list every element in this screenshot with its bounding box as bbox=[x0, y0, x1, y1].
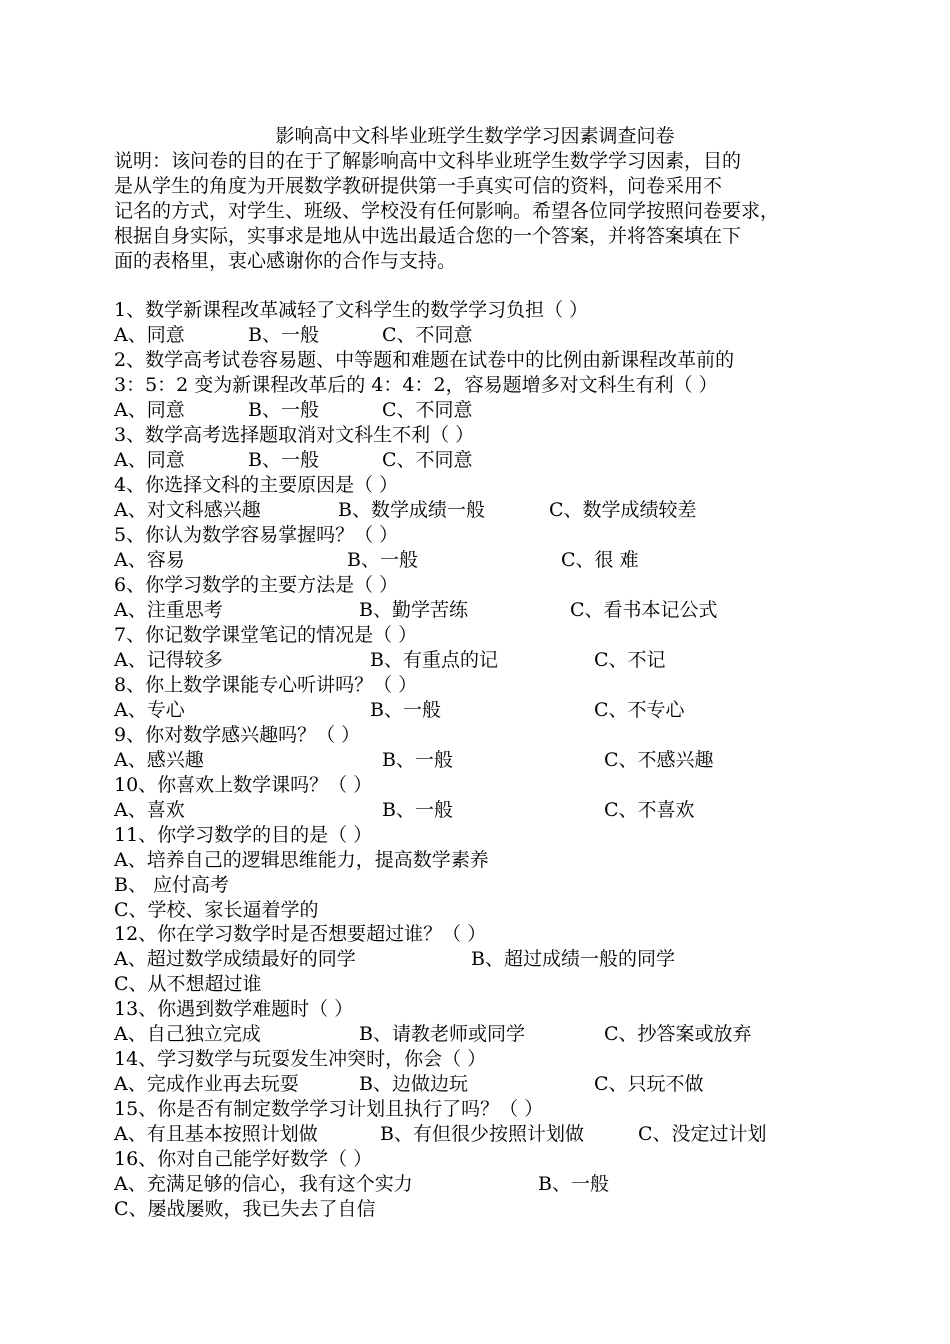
question-6: 6、你学习数学的主要方法是（ ） bbox=[114, 574, 399, 596]
intro-line: 记名的方式，对学生、班级、学校没有任何影响。希望各位同学按照问卷要求， bbox=[114, 200, 780, 222]
option-b: B、一般 bbox=[248, 399, 319, 421]
option-c: C、不记 bbox=[594, 649, 666, 671]
option-a: A、对文科感兴趣 bbox=[114, 499, 261, 521]
option-c: C、不同意 bbox=[382, 324, 473, 346]
option-b: B、有但很少按照计划做 bbox=[380, 1123, 584, 1145]
option-b: B、边做边玩 bbox=[359, 1073, 468, 1095]
option-b: B、请教老师或同学 bbox=[359, 1023, 525, 1045]
option-a: A、记得较多 bbox=[114, 649, 223, 671]
option-a: A、充满足够的信心，我有这个实力 bbox=[114, 1173, 413, 1195]
option-a: A、感兴趣 bbox=[114, 749, 204, 771]
option-b: B、一般 bbox=[347, 549, 418, 571]
option-a: A、有且基本按照计划做 bbox=[114, 1123, 318, 1145]
question-13: 13、你遇到数学难题时（ ） bbox=[114, 998, 354, 1020]
option-a: A、喜欢 bbox=[114, 799, 185, 821]
intro-line: 面的表格里，衷心感谢你的合作与支持。 bbox=[114, 250, 457, 272]
option-b: B、一般 bbox=[382, 799, 453, 821]
intro-line: 根据自身实际，实事求是地从中选出最适合您的一个答案，并将答案填在下 bbox=[114, 225, 742, 247]
option-c: C、不同意 bbox=[382, 449, 473, 471]
question-5: 5、你认为数学容易掌握吗？（ ） bbox=[114, 524, 399, 546]
option-c: C、从不想超过谁 bbox=[114, 973, 262, 995]
question-4: 4、你选择文科的主要原因是（ ） bbox=[114, 474, 399, 496]
option-c: C、数学成绩较差 bbox=[549, 499, 697, 521]
option-c: C、看书本记公式 bbox=[570, 599, 718, 621]
option-c: C、屡战屡败，我已失去了自信 bbox=[114, 1198, 376, 1220]
question-7: 7、你记数学课堂笔记的情况是（ ） bbox=[114, 624, 418, 646]
question-12: 12、你在学习数学时是否想要超过谁？（ ） bbox=[114, 923, 487, 945]
option-a: A、同意 bbox=[114, 449, 185, 471]
option-c: C、不喜欢 bbox=[604, 799, 695, 821]
option-c: C、只玩不做 bbox=[594, 1073, 704, 1095]
question-2-cont: 3：5：2 变为新课程改革后的 4：4：2，容易题增多对文科生有利（ ） bbox=[114, 374, 718, 396]
option-c: C、不同意 bbox=[382, 399, 473, 421]
question-14: 14、学习数学与玩耍发生冲突时，你会（ ） bbox=[114, 1048, 487, 1070]
option-a: A、同意 bbox=[114, 399, 185, 421]
question-15: 15、你是否有制定数学学习计划且执行了吗？（ ） bbox=[114, 1098, 544, 1120]
option-b: B、一般 bbox=[538, 1173, 609, 1195]
option-b: B、有重点的记 bbox=[370, 649, 498, 671]
option-b: B、超过成绩一般的同学 bbox=[471, 948, 675, 970]
option-c: C、很 难 bbox=[561, 549, 639, 571]
question-8: 8、你上数学课能专心听讲吗？（ ） bbox=[114, 674, 418, 696]
option-b: B、数学成绩一般 bbox=[338, 499, 485, 521]
option-a: A、自己独立完成 bbox=[114, 1023, 261, 1045]
option-b: B、一般 bbox=[248, 324, 319, 346]
question-11: 11、你学习数学的目的是（ ） bbox=[114, 824, 373, 846]
option-b: B、一般 bbox=[248, 449, 319, 471]
option-c: C、不感兴趣 bbox=[604, 749, 714, 771]
option-a: A、专心 bbox=[114, 699, 185, 721]
option-c: C、抄答案或放弃 bbox=[604, 1023, 752, 1045]
document-title: 影响高中文科毕业班学生数学学习因素调查问卷 bbox=[275, 125, 675, 147]
option-b: B、勤学苦练 bbox=[359, 599, 468, 621]
option-a: A、容易 bbox=[114, 549, 185, 571]
option-a: A、完成作业再去玩耍 bbox=[114, 1073, 299, 1095]
question-2: 2、数学高考试卷容易题、中等题和难题在试卷中的比例由新课程改革前的 bbox=[114, 349, 735, 371]
question-9: 9、你对数学感兴趣吗？（ ） bbox=[114, 724, 361, 746]
option-a: A、培养自己的逻辑思维能力，提高数学素养 bbox=[114, 849, 489, 871]
option-a: A、超过数学成绩最好的同学 bbox=[114, 948, 356, 970]
option-c: C、没定过计划 bbox=[638, 1123, 767, 1145]
question-10: 10、你喜欢上数学课吗？（ ） bbox=[114, 774, 373, 796]
question-3: 3、数学高考选择题取消对文科生不利（ ） bbox=[114, 424, 475, 446]
question-1: 1、数学新课程改革减轻了文科学生的数学学习负担（ ） bbox=[114, 299, 589, 321]
option-c: C、学校、家长逼着学的 bbox=[114, 899, 319, 921]
option-c: C、不专心 bbox=[594, 699, 685, 721]
intro-line: 是从学生的角度为开展数学教研提供第一手真实可信的资料，问卷采用不 bbox=[114, 175, 723, 197]
option-b: B、一般 bbox=[382, 749, 453, 771]
option-a: A、同意 bbox=[114, 324, 185, 346]
option-a: A、注重思考 bbox=[114, 599, 223, 621]
option-b: B、一般 bbox=[370, 699, 441, 721]
intro-line: 说明：该问卷的目的在于了解影响高中文科毕业班学生数学学习因素，目的 bbox=[114, 150, 742, 172]
question-16: 16、你对自己能学好数学（ ） bbox=[114, 1148, 373, 1170]
option-b: B、 应付高考 bbox=[114, 874, 230, 896]
